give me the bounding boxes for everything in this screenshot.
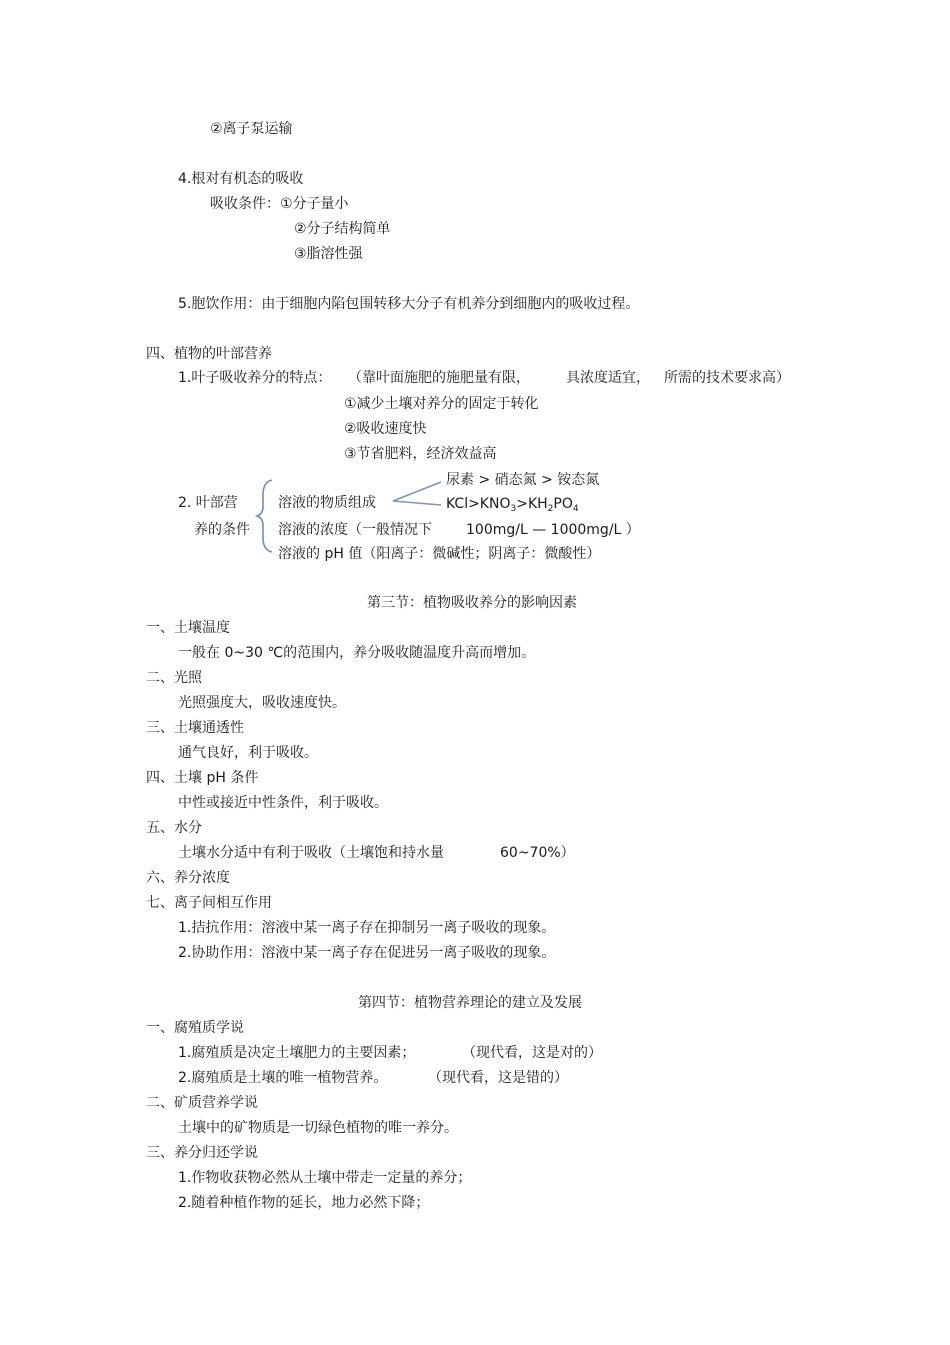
section-4-title: 第四节：植物营养理论的建立及发展 — [358, 995, 582, 1011]
solution-composition: 溶液的物质组成 — [278, 495, 376, 511]
return-point-2: 2.随着种植作物的延长，地力必然下降； — [178, 1195, 430, 1211]
mineral-theory-heading: 二、矿质营养学说 — [146, 1095, 258, 1111]
soil-temperature-heading: 一、土壤温度 — [146, 620, 230, 636]
moisture-heading: 五、水分 — [146, 820, 202, 836]
return-theory-heading: 三、养分归还学说 — [146, 1145, 258, 1161]
aeration-text: 通气良好，利于吸收。 — [178, 745, 318, 761]
leaf-feature-3: ③节省肥料，经济效益高 — [344, 446, 497, 462]
humus-note-1: （现代看，这是对的） — [462, 1045, 602, 1061]
soil-ph-heading: 四、土壤 pH 条件 — [146, 770, 259, 786]
pinocytosis-text: 5.胞饮作用：由于细胞内陷包围转移大分子有机养分到细胞内的吸收过程。 — [178, 296, 640, 312]
aeration-heading: 三、土壤通透性 — [146, 720, 244, 736]
leaf-feature-note-1: （靠叶面施肥的施肥量有限， — [348, 370, 530, 386]
arrow-line-lower — [393, 501, 441, 505]
ion-interaction-heading: 七、离子间相互作用 — [146, 895, 272, 911]
leaf-feature-1: ①减少土壤对养分的固定于转化 — [344, 396, 539, 412]
humus-note-2: （现代看，这是错的） — [428, 1070, 568, 1086]
nitrogen-order: 尿素 > 硝态氮 > 铵态氮 — [446, 472, 600, 488]
potassium-order: $KCl>KNO_3>KH_2PO_4$ — [446, 496, 579, 514]
synergism-text: 2.协助作用：溶液中某一离子存在促进另一离子吸收的现象。 — [178, 945, 556, 961]
leaf-condition-label-1: 2. 叶部营 — [178, 495, 238, 511]
ion-pump-item: ②离子泵运输 — [210, 121, 293, 137]
soil-temperature-text: 一般在 0~30 ℃的范围内，养分吸收随温度升高而增加。 — [178, 645, 536, 661]
leaf-feature-2: ②吸收速度快 — [344, 421, 427, 437]
nutrient-concentration-heading: 六、养分浓度 — [146, 870, 230, 886]
organic-condition-1: 吸收条件：①分子量小 — [210, 196, 349, 212]
leaf-feature-label: 1.叶子吸收养分的特点： — [178, 370, 332, 386]
leaf-feature-note-2: 具浓度适宜， — [566, 370, 650, 386]
organic-condition-3: ③脂溶性强 — [294, 246, 363, 262]
curly-brace-icon — [257, 480, 272, 552]
solution-concentration: 溶液的浓度（一般情况下 — [278, 522, 432, 538]
light-heading: 二、光照 — [146, 670, 202, 686]
moisture-text: 土壤水分适中有利于吸收（土壤饱和持水量 — [178, 845, 444, 861]
light-text: 光照强度大，吸收速度快。 — [178, 695, 346, 711]
organic-condition-2: ②分子结构简单 — [294, 221, 391, 237]
solution-ph: 溶液的 pH 值（阳离子：微碱性；阴离子：微酸性） — [278, 546, 601, 562]
mineral-theory-text: 土壤中的矿物质是一切绿色植物的唯一养分。 — [178, 1120, 458, 1136]
return-point-1: 1.作物收获物必然从土壤中带走一定量的养分； — [178, 1170, 472, 1186]
moisture-value: 60~70%） — [500, 845, 575, 861]
section-3-title: 第三节：植物吸收养分的影响因素 — [367, 595, 577, 611]
humus-theory-heading: 一、腐殖质学说 — [146, 1020, 244, 1036]
leaf-nutrition-heading: 四、植物的叶部营养 — [146, 346, 272, 362]
humus-point-1: 1.腐殖质是决定土壤肥力的主要因素； — [178, 1045, 416, 1061]
antagonism-text: 1.拮抗作用：溶液中某一离子存在抑制另一离子吸收的现象。 — [178, 920, 556, 936]
leaf-feature-note-3: 所需的技术要求高） — [664, 370, 790, 386]
organic-absorption-heading: 4.根对有机态的吸收 — [178, 171, 304, 187]
solution-concentration-range: 100mg/L — 1000mg/L ） — [466, 522, 640, 538]
humus-point-2: 2.腐殖质是土壤的唯一植物营养。 — [178, 1070, 388, 1086]
leaf-condition-label-2: 养的条件 — [194, 522, 250, 538]
soil-ph-text: 中性或接近中性条件，利于吸收。 — [178, 795, 388, 811]
arrow-line-upper — [393, 482, 441, 501]
